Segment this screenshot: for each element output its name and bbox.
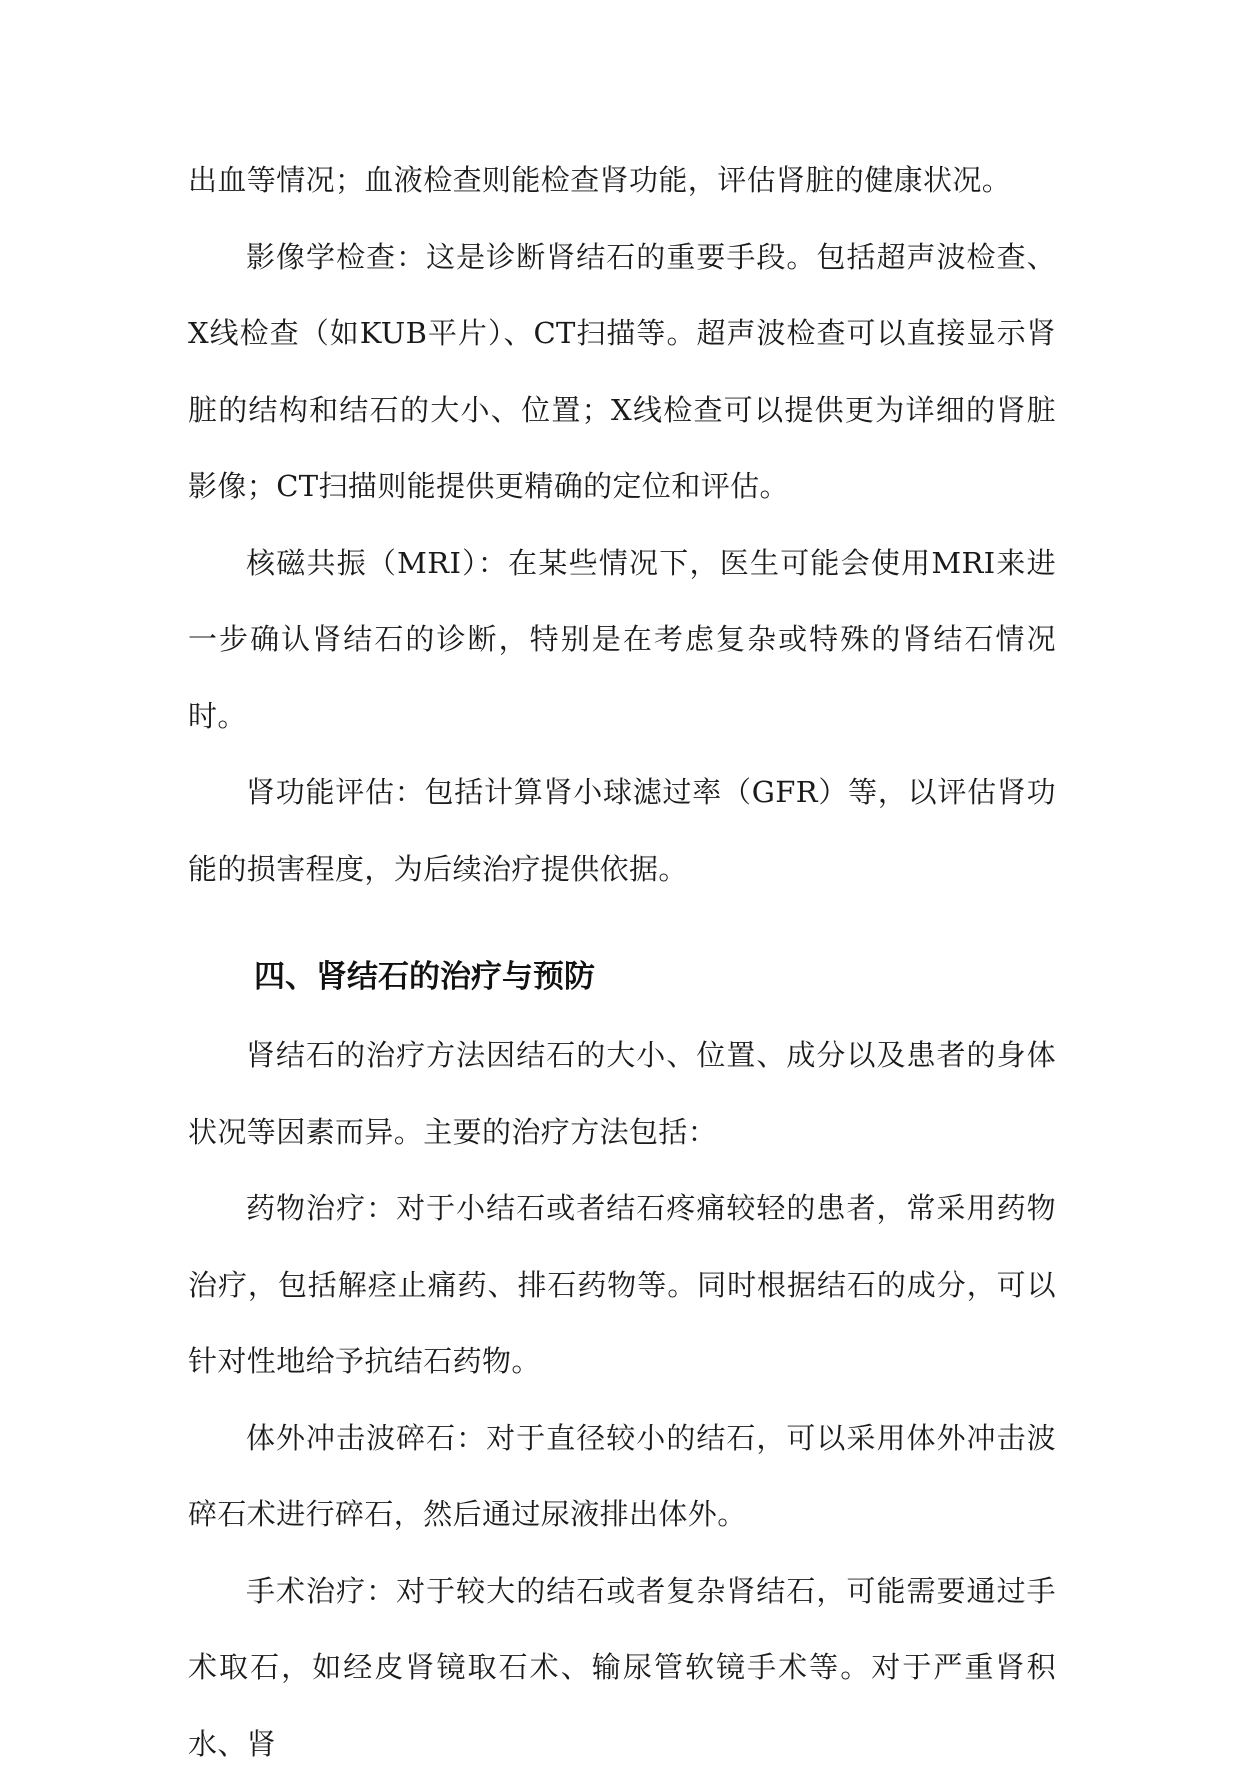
paragraph-renal-function: 肾功能评估：包括计算肾小球滤过率（GFR）等，以评估肾功能的损害程度，为后续治疗提供依据。 xyxy=(188,754,1056,907)
paragraph-surgery: 手术治疗：对于较大的结石或者复杂肾结石，可能需要通过手术取石，如经皮肾镜取石术、输尿管软镜手术等。对于严重肾积水、肾 xyxy=(188,1553,1056,1782)
paragraph-imaging-exam: 影像学检查：这是诊断肾结石的重要手段。包括超声波检查、X线检查（如KUB平片）、CT扫描等。超声波检查可以直接显示肾脏的结构和结石的大小、位置；X线检查可以提供更为详细的肾脏影像；CT扫描则能提供更精确的定位和评估。 xyxy=(188,219,1056,525)
paragraph-mri: 核磁共振（MRI）：在某些情况下，医生可能会使用MRI来进一步确认肾结石的诊断，特别是在考虑复杂或特殊的肾结石情况时。 xyxy=(188,525,1056,755)
section-heading: 四、肾结石的治疗与预防 xyxy=(188,953,1056,1001)
paragraph-treatment-intro: 肾结石的治疗方法因结石的大小、位置、成分以及患者的身体状况等因素而异。主要的治疗方法包括： xyxy=(188,1017,1056,1170)
paragraph-drug-therapy: 药物治疗：对于小结石或者结石疼痛较轻的患者，常采用药物治疗，包括解痉止痛药、排石药物等。同时根据结石的成分，可以针对性地给予抗结石药物。 xyxy=(188,1170,1056,1400)
paragraph-eswl: 体外冲击波碎石：对于直径较小的结石，可以采用体外冲击波碎石术进行碎石，然后通过尿液排出体外。 xyxy=(188,1400,1056,1553)
document-page xyxy=(188,142,1056,1782)
paragraph-continued: 出血等情况；血液检查则能检查肾功能，评估肾脏的健康状况。 xyxy=(188,142,1056,219)
